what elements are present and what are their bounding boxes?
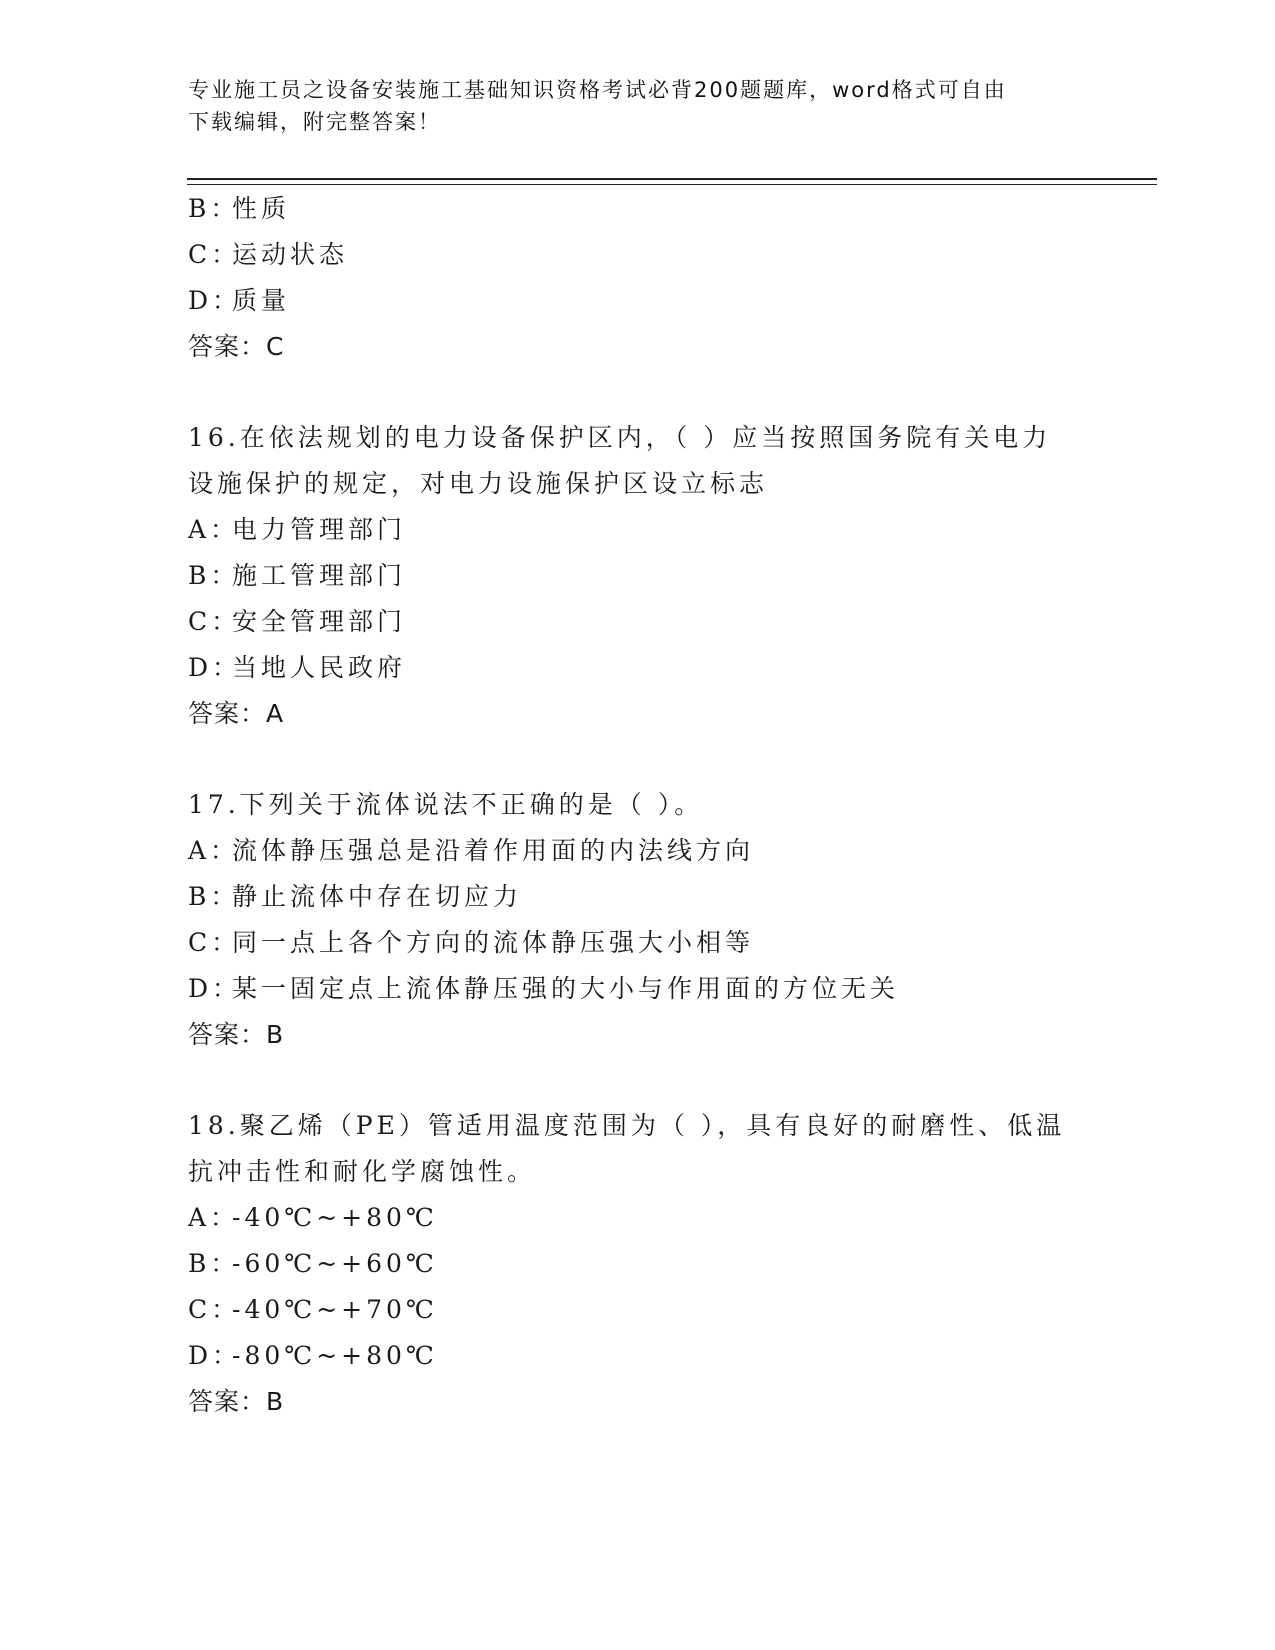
option-a bbox=[188, 507, 1088, 553]
option-key: A： bbox=[188, 515, 240, 544]
option-key: D： bbox=[188, 653, 242, 682]
option-text: 流体静压强总是沿着作用面的内法线方向 bbox=[232, 836, 755, 865]
option-b bbox=[188, 874, 1088, 920]
option-d bbox=[188, 1333, 1088, 1379]
question-stem-line-2: 设施保护的规定，对电力设施保护区设立标志 bbox=[188, 469, 769, 498]
option-key: B： bbox=[188, 194, 240, 223]
option-text: 某一固定点上流体静压强的大小与作用面的方位无关 bbox=[232, 974, 900, 1003]
option-key: D： bbox=[188, 286, 242, 315]
option-key: C： bbox=[188, 240, 241, 269]
option-d bbox=[188, 966, 1088, 1012]
header-rule-thin bbox=[187, 184, 1157, 185]
option-key: C： bbox=[188, 1295, 241, 1324]
option-key: D： bbox=[188, 974, 242, 1003]
question-list bbox=[188, 186, 1088, 1425]
option-text: 电力管理部门 bbox=[232, 515, 407, 544]
option-b bbox=[188, 553, 1088, 599]
option-key: D： bbox=[188, 1341, 242, 1370]
document-header bbox=[188, 74, 1068, 138]
answer-line: 答案：B bbox=[188, 1020, 285, 1049]
question-15-continued bbox=[188, 186, 1088, 370]
option-text: 性质 bbox=[232, 194, 291, 223]
question-stem-line-2: 抗冲击性和耐化学腐蚀性。 bbox=[188, 1157, 537, 1186]
option-key: C： bbox=[188, 607, 241, 636]
header-line-2: 下载编辑，附完整答案！ bbox=[188, 110, 441, 134]
option-text: 同一点上各个方向的流体静压强大小相等 bbox=[232, 928, 755, 957]
answer-line: 答案：A bbox=[188, 699, 285, 728]
option-c bbox=[188, 232, 1088, 278]
option-a bbox=[188, 828, 1088, 874]
option-d bbox=[188, 278, 1088, 324]
option-b bbox=[188, 1241, 1088, 1287]
question-18 bbox=[188, 1103, 1088, 1425]
option-text: 安全管理部门 bbox=[232, 607, 407, 636]
option-d bbox=[188, 645, 1088, 691]
answer-line: 答案：C bbox=[188, 332, 285, 361]
option-text: 质量 bbox=[232, 286, 291, 315]
option-key: B： bbox=[188, 882, 240, 911]
option-key: A： bbox=[188, 1203, 240, 1232]
option-text: -40℃~+70℃ bbox=[232, 1295, 438, 1324]
question-stem-line-1: 17.下列关于流体说法不正确的是（ ）。 bbox=[188, 790, 704, 819]
option-key: A： bbox=[188, 836, 240, 865]
question-17 bbox=[188, 782, 1088, 1058]
option-c bbox=[188, 920, 1088, 966]
option-text: 静止流体中存在切应力 bbox=[232, 882, 523, 911]
option-b bbox=[188, 186, 1088, 232]
option-key: B： bbox=[188, 1249, 240, 1278]
question-stem-line-1: 18.聚乙烯（PE）管适用温度范围为（ ），具有良好的耐磨性、低温 bbox=[188, 1111, 1066, 1140]
option-key: C： bbox=[188, 928, 241, 957]
option-text: 施工管理部门 bbox=[232, 561, 407, 590]
answer-line: 答案：B bbox=[188, 1387, 285, 1416]
question-stem-line-1: 16.在依法规划的电力设备保护区内，（ ）应当按照国务院有关电力 bbox=[188, 423, 1052, 452]
header-rule-thick bbox=[187, 178, 1157, 180]
header-line-1: 专业施工员之设备安装施工基础知识资格考试必背200题题库，word格式可自由 bbox=[188, 78, 1007, 102]
option-text: -80℃~+80℃ bbox=[232, 1341, 438, 1370]
option-text: -40℃~+80℃ bbox=[232, 1203, 438, 1232]
option-c bbox=[188, 599, 1088, 645]
option-text: 当地人民政府 bbox=[232, 653, 407, 682]
question-16 bbox=[188, 415, 1088, 737]
option-text: 运动状态 bbox=[232, 240, 349, 269]
option-text: -60℃~+60℃ bbox=[232, 1249, 438, 1278]
option-key: B： bbox=[188, 561, 240, 590]
option-a bbox=[188, 1195, 1088, 1241]
option-c bbox=[188, 1287, 1088, 1333]
